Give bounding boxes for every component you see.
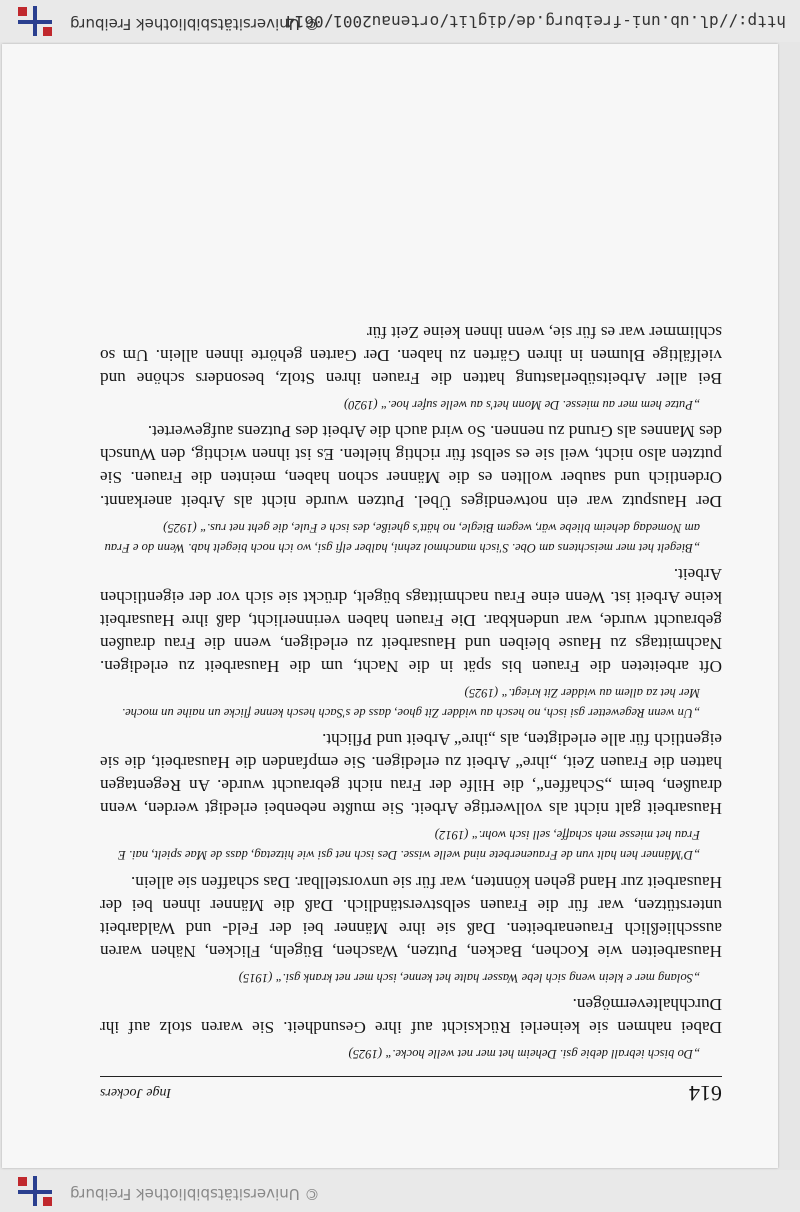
body-paragraph: Dabei nahmen sie keinerlei Rücksicht auf ihre Gesundheit. Sie waren stolz auf ihr Durchhaltevermögen. — [100, 994, 722, 1037]
quote-paragraph: „D'Männer hen halt vun de Frauenerbete nind welle wisse. Des isch net gsi wie hitzetag, dass de Mae spielt, nai. E Frau het miesse meh schaffe, sell isch wohr.“ (1912) — [118, 828, 700, 863]
body-paragraph: Hausarbeiten wie Kochen, Backen, Putzen, Waschen, Bügeln, Flicken, Nähen waren ausschließlich Frauenarbeiten. Daß sie ihre Männer bei der Feld- und Waldarbeit unterstützen, war für die Frauen selbstverständlich. Daß die Männer ihnen bei der Hausarbeit zur Hand gehen könnten, war für sie unvorstellbar. Das schaffen sie allein. — [100, 872, 722, 961]
university-logo-icon — [18, 1176, 52, 1206]
page-url[interactable]: http://dl.ub.uni-freiburg.de/diglit/ortenau2001/0614 — [285, 12, 786, 31]
viewer-header-bar — [0, 1170, 800, 1212]
page-number: 614 — [689, 1081, 722, 1106]
header-rule — [100, 1076, 722, 1077]
quote-paragraph: „Biegelt het mer meischtens am Obe. S'isch manchmol zehni, halber elfi gsi, wo ich noch biegelt hab. Wenn do e Frau am Nomedag deheim bliebe wär, wegem Biegle, no hätt's gheiße, des isch e Fule, die geht net rus.“ (1925) — [104, 520, 700, 555]
library-credit: © Universitätsbibliothek Freiburg — [70, 15, 320, 33]
text-column — [100, 321, 722, 1110]
page-body — [100, 321, 722, 1064]
quote-paragraph: „Putze hem mer au miesse. De Monn het's au welle sufer hoe.“ (1920) — [344, 398, 700, 413]
body-paragraph: Der Hausputz war ein notwendiges Übel. Putzen wurde nicht als Arbeit anerkannt. Ordentlich und sauber wollten es die Männer schon haben, meinten die Frauen. Sie putzten also nicht, weil sie es selbst für richtig hielten. Es ist ihnen wichtig, den Wunsch des Mannes als Grund zu nennen. So wird auch die Arbeit des Putzens aufgewertet. — [100, 422, 722, 511]
library-credit-faded: © Universitätsbibliothek Freiburg — [70, 1185, 320, 1203]
body-paragraph: Hausarbeit galt nicht als vollwertige Arbeit. Sie mußte nebenbei erledigt werden, wenn draußen, beim „Schaffen“, die Hilfe der Frau nicht gebraucht wurde. An Regentagen hatten die Frauen Zeit, „ihre“ Arbeit zu erledigen. Sie empfanden die Hausarbeit, die sie eigentlich für alle erledigten, als „ihre“ Arbeit und Pflicht. — [100, 730, 722, 819]
scanned-page — [2, 44, 778, 1168]
quote-paragraph: „Do bisch iebrall debie gsi. Deheim het mer net welle hocke.“ (1925) — [348, 1047, 700, 1061]
running-author: Inge Jockers — [100, 1085, 172, 1100]
running-header — [100, 1080, 722, 1110]
body-paragraph: Oft arbeiteten die Frauen bis spät in die Nacht, um die Hausarbeit zu erledigen. Nachmittags zu Hause bleiben und Hausarbeit zu erledigen, wenn die Frau draußen gebraucht wurde, war undenkbar. Die Frauen haben verinnerlicht, daß ihre Hausarbeit keine Arbeit ist. Wenn eine Frau nachmittags bügelt, drückt sie sich vor der eigentlichen Arbeit. — [100, 564, 722, 677]
body-paragraph: Bei aller Arbeitsüberlastung hatten die Frauen ihren Stolz, besonders schöne und vielfältige Blumen in ihren Gärten zu haben. Der Garten gehörte ihnen allein. Um so schlimmer war es für sie, wenn ihnen keine Zeit für — [100, 323, 722, 389]
quote-paragraph: „Un wenn Regewetter gsi isch, no hesch au widder Zit ghoe, dass de s'Sach hesch kenne flicke un naihe un moche. Mer het za allem au widder Zit kriegt.“ (1925) — [121, 686, 700, 721]
viewer-footer-bar — [0, 0, 800, 42]
university-logo-icon — [18, 6, 52, 36]
quote-paragraph: „Solang mer e klein weng sich lebe Wasser halte het kenne, isch mer net krank gsi.“ (1915) — [238, 970, 700, 985]
